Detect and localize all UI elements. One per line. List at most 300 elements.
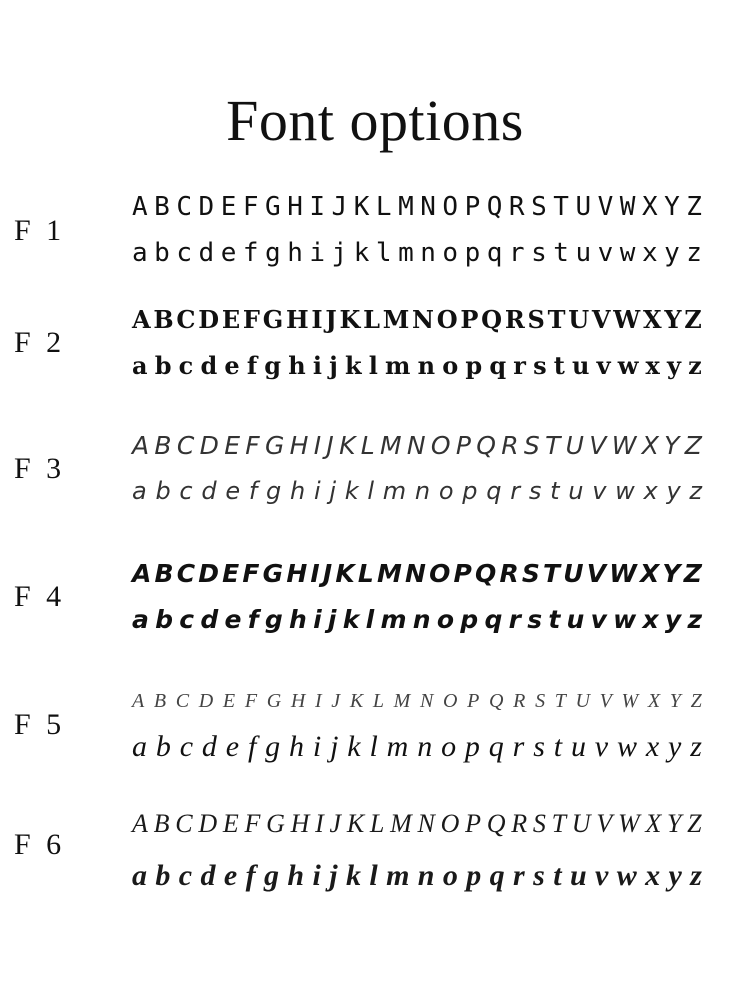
lowercase-letter: j [329, 477, 337, 505]
lowercase-letter: k [342, 604, 360, 634]
lowercase-letter: w [616, 859, 637, 892]
lowercase-letter: w [615, 477, 635, 505]
lowercase-letter: m [386, 859, 410, 892]
lowercase-sample [132, 470, 702, 512]
lowercase-letter: l [367, 477, 375, 505]
uppercase-letter: P [460, 304, 479, 334]
lowercase-letter: o [441, 730, 457, 763]
lowercase-letter: l [369, 730, 378, 763]
lowercase-letter: j [327, 604, 337, 634]
uppercase-letter: N [420, 689, 434, 712]
uppercase-letter: K [349, 689, 364, 712]
uppercase-letter: E [222, 689, 236, 712]
lowercase-letter: r [513, 859, 525, 892]
lowercase-letter: z [686, 238, 702, 268]
uppercase-letter: A [132, 689, 145, 712]
lowercase-letter: u [575, 238, 592, 268]
lowercase-letter: c [178, 859, 193, 892]
font-option-f5 [0, 680, 750, 770]
uppercase-letter: U [568, 304, 590, 334]
lowercase-letter: c [179, 477, 193, 505]
lowercase-letter: y [666, 477, 681, 505]
uppercase-letter: W [609, 558, 637, 588]
uppercase-letter: L [369, 809, 385, 838]
lowercase-letter: o [438, 477, 454, 505]
lowercase-letter: r [508, 238, 525, 268]
uppercase-letter: Q [489, 689, 504, 712]
uppercase-letter: N [417, 809, 435, 838]
uppercase-letter: T [554, 689, 566, 712]
lowercase-letter: g [264, 350, 282, 380]
uppercase-letter: H [290, 689, 306, 712]
lowercase-letter: a [132, 477, 147, 505]
uppercase-letter: D [198, 809, 218, 838]
font-option-f4 [0, 552, 750, 642]
uppercase-letter: X [645, 809, 662, 838]
lowercase-letter: e [223, 859, 238, 892]
lowercase-letter: e [225, 477, 241, 505]
uppercase-letter: Y [662, 558, 681, 588]
lowercase-letter: l [375, 238, 392, 268]
uppercase-letter: N [420, 192, 436, 222]
uppercase-letter: A [132, 809, 148, 838]
uppercase-letter: P [467, 689, 480, 712]
lowercase-letter: f [246, 350, 258, 380]
uppercase-letter: V [586, 558, 607, 588]
uppercase-letter: Z [687, 809, 702, 838]
uppercase-letter: A [132, 430, 150, 460]
lowercase-letter: p [460, 604, 479, 634]
lowercase-letter: r [510, 477, 521, 505]
uppercase-letter: R [513, 689, 526, 712]
uppercase-letter: J [326, 430, 334, 460]
uppercase-letter: V [596, 809, 613, 838]
lowercase-letter: x [643, 477, 658, 505]
uppercase-letter: B [154, 192, 170, 222]
lowercase-letter: u [568, 477, 584, 505]
lowercase-letter: c [176, 238, 192, 268]
uppercase-letter: D [198, 304, 220, 334]
uppercase-letter: B [153, 304, 174, 334]
uppercase-letter: I [309, 192, 326, 222]
lowercase-sample [132, 726, 702, 768]
uppercase-letter: C [175, 689, 190, 712]
lowercase-letter: z [688, 350, 702, 380]
lowercase-letter: g [264, 859, 279, 892]
uppercase-letter: X [639, 558, 660, 588]
lowercase-letter: s [528, 477, 542, 505]
uppercase-letter: Q [475, 558, 497, 588]
lowercase-letter: f [242, 238, 259, 268]
lowercase-sample [132, 232, 702, 274]
uppercase-letter: X [647, 689, 661, 712]
font-option-f3 [0, 424, 750, 514]
lowercase-letter: l [369, 859, 378, 892]
uppercase-letter: K [346, 809, 365, 838]
lowercase-letter: h [287, 238, 303, 268]
lowercase-letter: s [533, 859, 545, 892]
font-option-f1 [0, 186, 750, 276]
lowercase-letter: q [488, 730, 504, 763]
uppercase-letter: M [380, 430, 402, 460]
uppercase-sample [132, 424, 702, 466]
lowercase-letter: t [553, 730, 563, 763]
lowercase-letter: y [664, 604, 682, 634]
uppercase-letter: N [412, 304, 434, 334]
lowercase-letter: i [313, 604, 322, 634]
uppercase-letter: L [375, 192, 392, 222]
uppercase-letter: L [363, 304, 380, 334]
lowercase-sample [132, 344, 702, 386]
lowercase-letter: u [570, 730, 586, 763]
uppercase-letter: A [132, 304, 151, 334]
uppercase-letter: C [175, 809, 193, 838]
uppercase-letter: C [176, 558, 196, 588]
lowercase-letter: u [569, 859, 587, 892]
lowercase-letter: b [154, 350, 172, 380]
uppercase-sample [132, 684, 702, 718]
uppercase-letter: E [224, 430, 240, 460]
uppercase-letter: E [222, 558, 240, 588]
uppercase-letter: P [453, 558, 472, 588]
lowercase-letter: f [245, 859, 256, 892]
lowercase-letter: x [641, 238, 658, 268]
uppercase-letter: R [499, 558, 519, 588]
uppercase-letter: I [315, 809, 324, 838]
uppercase-letter: Y [664, 192, 680, 222]
uppercase-letter: W [613, 304, 641, 334]
lowercase-letter: h [288, 350, 306, 380]
lowercase-letter: t [550, 477, 560, 505]
uppercase-letter: R [511, 809, 528, 838]
uppercase-letter: V [589, 430, 607, 460]
lowercase-letter: t [553, 350, 565, 380]
uppercase-letter: F [242, 558, 260, 588]
uppercase-letter: R [504, 304, 525, 334]
lowercase-letter: n [417, 859, 435, 892]
uppercase-letter: H [287, 192, 303, 222]
uppercase-letter: T [547, 304, 566, 334]
uppercase-letter: O [443, 689, 458, 712]
uppercase-letter: I [310, 558, 320, 588]
uppercase-letter: K [353, 192, 370, 222]
uppercase-sample [132, 298, 702, 340]
uppercase-letter: D [198, 192, 215, 222]
lowercase-letter: l [365, 604, 375, 634]
lowercase-letter: f [248, 477, 258, 505]
lowercase-letter: z [687, 604, 702, 634]
uppercase-letter: K [339, 304, 361, 334]
lowercase-letter: q [486, 238, 503, 268]
lowercase-letter: x [645, 730, 660, 763]
uppercase-letter: D [199, 430, 219, 460]
lowercase-letter: v [592, 477, 607, 505]
uppercase-letter: B [154, 430, 172, 460]
uppercase-letter: F [242, 304, 260, 334]
font-label: F 2 [14, 326, 66, 359]
uppercase-letter: B [154, 558, 174, 588]
lowercase-letter: b [155, 477, 171, 505]
lowercase-letter: z [690, 859, 702, 892]
uppercase-letter: M [382, 304, 410, 334]
lowercase-letter: p [466, 859, 482, 892]
lowercase-letter: i [312, 350, 322, 380]
lowercase-letter: q [484, 604, 503, 634]
font-label: F 3 [14, 452, 66, 485]
lowercase-sample [132, 598, 702, 640]
uppercase-letter: F [244, 809, 261, 838]
uppercase-letter: T [545, 430, 561, 460]
lowercase-letter: d [201, 730, 217, 763]
lowercase-letter: a [132, 859, 147, 892]
lowercase-letter: o [436, 604, 455, 634]
lowercase-letter: x [645, 859, 661, 892]
lowercase-letter: j [329, 350, 338, 380]
lowercase-letter: m [386, 730, 409, 763]
font-option-f6 [0, 800, 750, 890]
uppercase-letter: Z [683, 558, 702, 588]
lowercase-letter: m [382, 477, 407, 505]
uppercase-letter: F [245, 430, 260, 460]
uppercase-letter: H [286, 558, 308, 588]
lowercase-letter: v [594, 730, 609, 763]
uppercase-letter: C [176, 304, 196, 334]
lowercase-letter: g [264, 604, 283, 634]
lowercase-letter: c [179, 730, 194, 763]
uppercase-letter: G [265, 192, 281, 222]
lowercase-letter: a [132, 238, 148, 268]
lowercase-letter: a [132, 604, 149, 634]
uppercase-letter: T [551, 809, 567, 838]
lowercase-letter: g [265, 730, 281, 763]
uppercase-letter: O [436, 304, 458, 334]
lowercase-letter: k [345, 859, 361, 892]
uppercase-letter: Z [684, 430, 702, 460]
lowercase-letter: p [465, 350, 483, 380]
uppercase-letter: P [464, 192, 481, 222]
lowercase-letter: n [414, 477, 431, 505]
uppercase-letter: S [523, 430, 540, 460]
lowercase-letter: c [178, 350, 194, 380]
lowercase-letter: u [566, 604, 585, 634]
lowercase-letter: p [464, 730, 480, 763]
lowercase-letter: h [289, 604, 307, 634]
uppercase-letter: J [329, 809, 342, 838]
lowercase-letter: y [668, 730, 682, 763]
uppercase-letter: E [222, 809, 239, 838]
uppercase-letter: J [322, 558, 333, 588]
uppercase-letter: Q [481, 304, 503, 334]
lowercase-letter: q [486, 477, 502, 505]
uppercase-letter: S [521, 558, 540, 588]
uppercase-letter: S [527, 304, 545, 334]
lowercase-letter: d [200, 859, 216, 892]
lowercase-letter: n [420, 238, 436, 268]
uppercase-letter: W [617, 809, 640, 838]
font-label: F 1 [14, 214, 66, 247]
uppercase-letter: T [553, 192, 569, 222]
lowercase-letter: q [489, 859, 505, 892]
lowercase-letter: k [353, 238, 370, 268]
lowercase-letter: j [329, 859, 338, 892]
lowercase-letter: c [179, 604, 195, 634]
lowercase-letter: r [513, 350, 526, 380]
uppercase-letter: N [406, 430, 426, 460]
lowercase-letter: s [533, 730, 545, 763]
uppercase-letter: K [335, 558, 355, 588]
lowercase-letter: o [442, 859, 458, 892]
uppercase-letter: P [455, 430, 471, 460]
uppercase-letter: M [398, 192, 414, 222]
lowercase-letter: x [645, 350, 660, 380]
uppercase-letter: E [220, 192, 237, 222]
lowercase-letter: v [597, 238, 614, 268]
uppercase-letter: J [331, 689, 341, 712]
uppercase-letter: Q [476, 430, 496, 460]
uppercase-letter: F [244, 689, 258, 712]
lowercase-letter: r [512, 730, 525, 763]
uppercase-letter: T [543, 558, 561, 588]
lowercase-letter: t [548, 604, 561, 634]
uppercase-letter: W [611, 430, 637, 460]
uppercase-letter: X [641, 430, 659, 460]
lowercase-letter: m [380, 604, 407, 634]
uppercase-letter: S [532, 809, 546, 838]
uppercase-letter: C [176, 192, 192, 222]
uppercase-letter: I [314, 689, 322, 712]
uppercase-letter: R [501, 430, 519, 460]
uppercase-letter: K [339, 430, 356, 460]
lowercase-letter: d [200, 604, 219, 634]
uppercase-letter: G [266, 689, 282, 712]
uppercase-letter: X [641, 192, 658, 222]
lowercase-letter: b [155, 730, 171, 763]
lowercase-letter: i [309, 238, 326, 268]
lowercase-letter: j [330, 730, 339, 763]
uppercase-letter: H [289, 430, 309, 460]
lowercase-letter: m [385, 350, 411, 380]
uppercase-letter: Y [664, 430, 680, 460]
lowercase-letter: h [289, 477, 306, 505]
uppercase-letter: F [242, 192, 259, 222]
uppercase-letter: N [405, 558, 426, 588]
uppercase-letter: U [563, 558, 584, 588]
lowercase-letter: f [247, 604, 259, 634]
lowercase-letter: d [198, 238, 215, 268]
lowercase-letter: w [613, 604, 637, 634]
uppercase-letter: Q [486, 809, 506, 838]
uppercase-letter: H [285, 304, 309, 334]
uppercase-letter: W [621, 689, 639, 712]
uppercase-letter: V [599, 689, 612, 712]
lowercase-letter: i [313, 477, 321, 505]
lowercase-letter: e [224, 350, 240, 380]
lowercase-letter: b [154, 238, 170, 268]
lowercase-letter: z [690, 730, 702, 763]
uppercase-letter: W [619, 192, 636, 222]
lowercase-letter: h [289, 730, 305, 763]
lowercase-letter: m [398, 238, 414, 268]
uppercase-letter: G [262, 304, 284, 334]
uppercase-letter: O [429, 558, 451, 588]
lowercase-letter: k [347, 730, 361, 763]
uppercase-letter: M [376, 558, 402, 588]
uppercase-sample [132, 804, 702, 844]
lowercase-letter: y [667, 350, 681, 380]
lowercase-letter: v [595, 859, 609, 892]
lowercase-letter: e [225, 730, 240, 763]
uppercase-letter: O [440, 809, 460, 838]
lowercase-letter: a [132, 350, 148, 380]
font-label: F 4 [14, 580, 66, 613]
uppercase-letter: Y [664, 304, 682, 334]
lowercase-sample [132, 854, 702, 898]
uppercase-letter: L [357, 558, 374, 588]
lowercase-letter: e [220, 238, 237, 268]
uppercase-letter: G [266, 809, 285, 838]
lowercase-letter: h [287, 859, 305, 892]
font-label: F 5 [14, 708, 66, 741]
lowercase-letter: e [224, 604, 242, 634]
lowercase-letter: n [417, 350, 436, 380]
uppercase-letter: Z [690, 689, 702, 712]
uppercase-letter: A [132, 558, 152, 588]
lowercase-letter: t [553, 238, 569, 268]
uppercase-letter: M [393, 689, 411, 712]
uppercase-letter: J [331, 192, 348, 222]
uppercase-letter: S [531, 192, 547, 222]
uppercase-letter: O [442, 192, 459, 222]
uppercase-letter: P [465, 809, 481, 838]
uppercase-letter: L [360, 430, 375, 460]
lowercase-letter: q [489, 350, 507, 380]
lowercase-letter: s [531, 238, 547, 268]
uppercase-letter: B [153, 809, 170, 838]
uppercase-letter: X [643, 304, 662, 334]
lowercase-letter: u [572, 350, 590, 380]
lowercase-letter: y [664, 238, 680, 268]
uppercase-letter: J [325, 304, 337, 334]
lowercase-letter: p [464, 238, 481, 268]
lowercase-letter: v [596, 350, 611, 380]
uppercase-letter: B [153, 689, 167, 712]
uppercase-letter: I [313, 430, 322, 460]
lowercase-letter: b [155, 859, 171, 892]
lowercase-letter: b [155, 604, 174, 634]
uppercase-letter: E [221, 304, 241, 334]
lowercase-letter: f [247, 730, 257, 763]
lowercase-letter: j [331, 238, 348, 268]
uppercase-letter: M [390, 809, 412, 838]
lowercase-letter: v [590, 604, 607, 634]
uppercase-letter: Y [666, 809, 682, 838]
lowercase-letter: l [368, 350, 378, 380]
lowercase-letter: d [201, 477, 217, 505]
uppercase-letter: G [264, 430, 285, 460]
page-title: Font options [226, 88, 524, 153]
uppercase-letter: C [176, 430, 195, 460]
uppercase-letter: D [198, 689, 214, 712]
uppercase-letter: U [571, 809, 591, 838]
lowercase-letter: s [533, 350, 547, 380]
font-option-f2 [0, 298, 750, 388]
uppercase-letter: O [430, 430, 451, 460]
uppercase-letter: Z [686, 192, 702, 222]
lowercase-letter: p [462, 477, 478, 505]
lowercase-letter: y [668, 859, 682, 892]
lowercase-letter: n [412, 604, 431, 634]
uppercase-letter: Z [684, 304, 702, 334]
